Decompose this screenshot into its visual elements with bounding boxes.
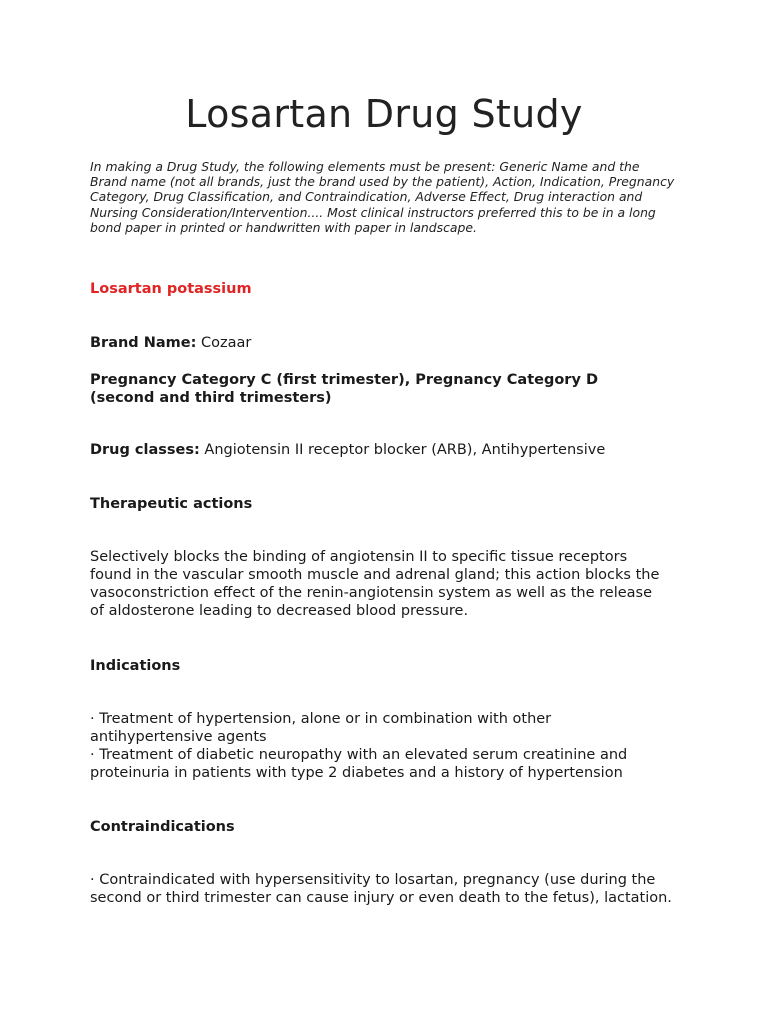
pregnancy-category: Pregnancy Category C (first trimester), Pregnancy Category D (second and third trimesters)	[90, 372, 598, 406]
drug-classes-label: Drug classes:	[90, 442, 200, 458]
list-item: · Treatment of hypertension, alone or in combination with other antihypertensive agents	[90, 711, 552, 745]
brand-name-label: Brand Name:	[90, 335, 197, 351]
intro-paragraph: In making a Drug Study, the following elements must be present: Generic Name and the Brand name (not all brands, just the brand used by the patient), Action, Indication, Pregnancy Category, Drug Classification, and Contraindication, Adverse Effect, Drug interaction and Nursing Consideration/Intervention.... Most clinical instructors preferred this to be in a long bond paper in printed or handwritten with paper in landscape.	[90, 159, 675, 235]
brand-name-line	[90, 334, 690, 352]
indications-heading: Indications	[90, 658, 181, 674]
brand-name-value: Cozaar	[201, 335, 252, 351]
list-item: · Contraindicated with hypersensitivity to losartan, pregnancy (use during the second or third trimester can cause injury or even death to the fetus), lactation.	[90, 872, 672, 906]
generic-name: Losartan potassium	[90, 281, 252, 297]
indications-list	[90, 710, 660, 782]
drug-classes-value: Angiotensin II receptor blocker (ARB), Antihypertensive	[204, 442, 606, 458]
drug-classes-line	[90, 441, 690, 459]
contraindications-heading: Contraindications	[90, 819, 235, 835]
contraindications-list	[90, 871, 690, 907]
page-title: Losartan Drug Study	[185, 92, 583, 136]
therapeutic-actions-heading: Therapeutic actions	[90, 496, 253, 512]
list-item: · Treatment of diabetic neuropathy with an elevated serum creatinine and proteinuria in patients with type 2 diabetes and a history of hypertension	[90, 747, 628, 781]
therapeutic-actions-text: Selectively blocks the binding of angiotensin II to specific tissue receptors found in the vascular smooth muscle and adrenal gland; this action blocks the vasoconstriction effect of the renin-angiotensin system as well as the release of aldosterone leading to decreased blood pressure.	[90, 549, 660, 619]
